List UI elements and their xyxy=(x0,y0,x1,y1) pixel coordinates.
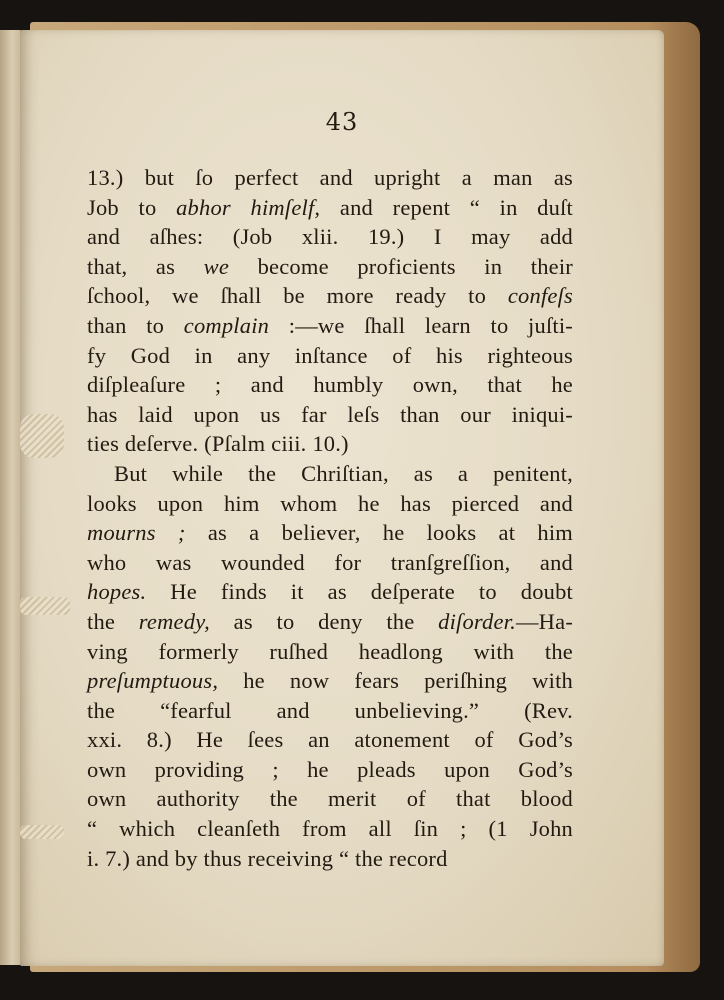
text-run: ving formerly ruſhed headlong with the xyxy=(87,638,573,664)
text-line xyxy=(87,400,573,430)
text-line xyxy=(87,489,573,519)
text-line xyxy=(87,311,573,341)
text-line xyxy=(87,429,573,459)
text-run: the xyxy=(87,608,139,634)
text-run: the “fearful and unbelieving.” (Rev. xyxy=(87,697,573,723)
page-number: 43 xyxy=(325,108,359,136)
text-line xyxy=(87,518,573,548)
text-line xyxy=(87,548,573,578)
text-line xyxy=(87,844,573,874)
italic-text: mourns ; xyxy=(87,520,186,546)
text-line xyxy=(87,222,573,252)
text-line xyxy=(87,725,573,755)
text-line xyxy=(87,341,573,371)
text-line xyxy=(87,459,573,489)
text-line xyxy=(87,163,573,193)
text-run: ties deſerve. (Pſalm ciii. 10.) xyxy=(87,431,349,457)
text-run: he now fears periſhing with xyxy=(218,668,573,694)
text-run: who was wounded for tranſgreſſion, and xyxy=(87,549,573,575)
text-run: diſpleaſure ; and humbly own, that he xyxy=(87,372,573,398)
text-line xyxy=(87,577,573,607)
binding-thread xyxy=(20,825,64,839)
italic-text: remedy, xyxy=(138,608,210,634)
text-run: 13.) but ſo perfect and upright a man as xyxy=(87,165,573,190)
text-line xyxy=(87,281,573,311)
text-line xyxy=(87,637,573,667)
text-run: ſchool, we ſhall be more ready to xyxy=(87,283,508,309)
text-run: But while the Chriſtian, as a penitent, xyxy=(114,460,573,486)
text-run: has laid upon us far leſs than our iniqui- xyxy=(87,401,573,427)
italic-text: abhor himſelf, xyxy=(176,194,321,220)
text-run: than to xyxy=(87,312,184,338)
text-line xyxy=(87,370,573,400)
text-run: :—we ſhall learn to juſti- xyxy=(269,312,574,338)
italic-text: we xyxy=(203,253,230,279)
text-run: xxi. 8.) He ſees an atonement of God’s xyxy=(87,727,573,753)
text-line xyxy=(87,755,573,785)
text-line xyxy=(87,666,573,696)
text-run: own providing ; he pleads upon God’s xyxy=(87,756,573,782)
text-run: Job to xyxy=(87,194,177,220)
text-run: fy God in any inſtance of his righteous xyxy=(87,342,573,368)
body-text xyxy=(87,163,573,873)
text-run: as to deny the xyxy=(209,608,439,634)
text-run: looks upon him whom he has pierced and xyxy=(87,490,573,516)
text-run: and aſhes: (Job xlii. 19.) I may add xyxy=(87,224,573,250)
text-run: i. 7.) and by thus receiving “ the record xyxy=(87,845,448,871)
text-run: and repent “ in duſt xyxy=(320,194,573,220)
italic-text: diſorder. xyxy=(438,608,516,634)
text-run: “ which cleanſeth from all ſin ; (1 John xyxy=(87,816,573,842)
italic-text: hopes. xyxy=(87,579,147,605)
text-run: that, as xyxy=(87,253,204,279)
text-line xyxy=(87,193,573,223)
book-page xyxy=(20,30,664,966)
binding-thread xyxy=(20,414,64,458)
text-run: as a believer, he looks at him xyxy=(185,520,574,546)
text-line xyxy=(87,696,573,726)
binding-thread xyxy=(20,597,70,615)
text-run: He finds it as deſperate to doubt xyxy=(146,579,573,605)
italic-text: preſumptuous, xyxy=(87,668,219,694)
text-run: —Ha- xyxy=(515,608,574,634)
italic-text: complain xyxy=(183,312,270,338)
text-line xyxy=(87,607,573,637)
text-line xyxy=(87,252,573,282)
text-run: become proficients in their xyxy=(229,253,573,279)
left-facing-page xyxy=(0,30,21,965)
text-line xyxy=(87,784,573,814)
italic-text: confeſs xyxy=(507,283,573,309)
text-run: own authority the merit of that blood xyxy=(87,786,573,812)
text-line xyxy=(87,814,573,844)
